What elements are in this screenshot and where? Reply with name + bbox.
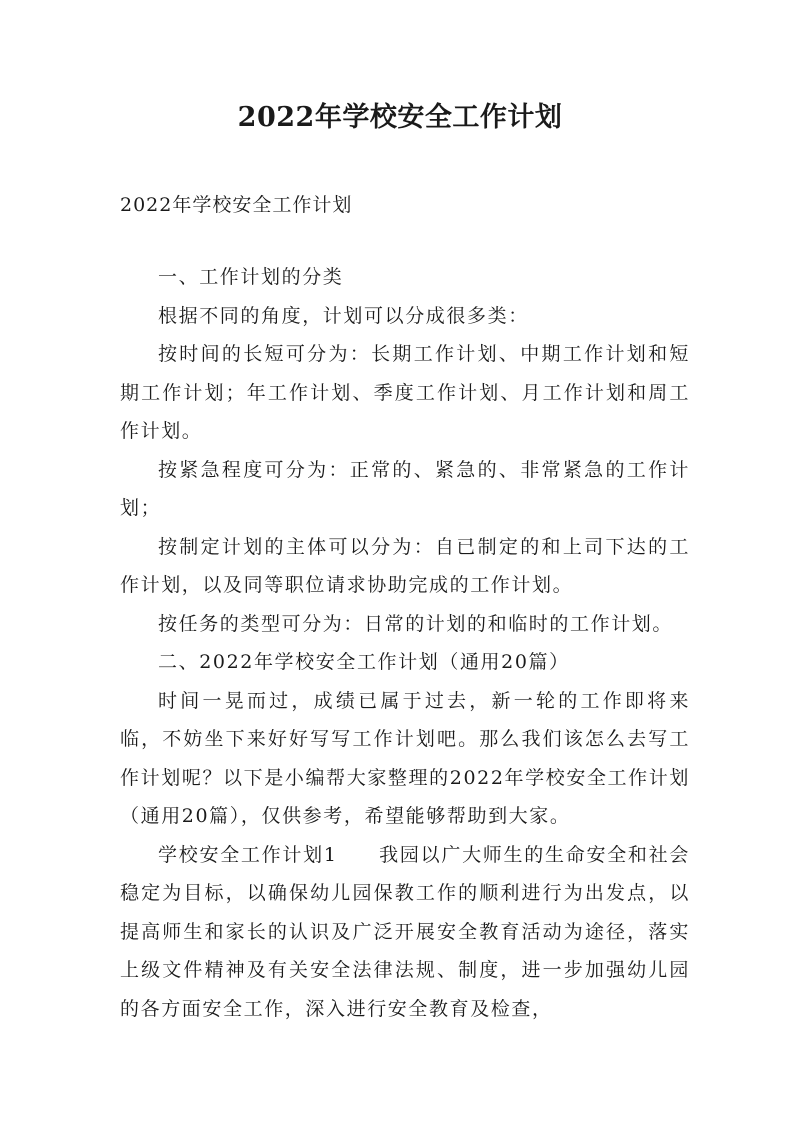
paragraph-intro: 根据不同的角度，计划可以分成很多类： — [158, 304, 529, 327]
paragraph-by-task-type: 按任务的类型可分为：日常的计划的和临时的工作计划。 — [158, 612, 674, 635]
document-subtitle: 2022年学校安全工作计划 — [120, 194, 353, 216]
paragraph-preface: 时间一晃而过，成绩已属于过去，新一轮的工作即将来临，不妨坐下来好好写写工作计划吧。那么我们该怎么去写工作计划呢？以下是小编帮大家整理的2022年学校安全工作计划（通用20篇），仅供参考，希望能够帮助到大家。 — [120, 689, 690, 827]
paragraph-by-subject: 按制定计划的主体可以分为：自已制定的和上司下达的工作计划，以及同等职位请求协助完成的工作计划。 — [120, 535, 690, 596]
document-title: 2022年学校安全工作计划 — [237, 102, 563, 133]
paragraph-by-time: 按时间的长短可分为：长期工作计划、中期工作计划和短期工作计划；年工作计划、季度工作计划、月工作计划和周工作计划。 — [120, 343, 690, 442]
paragraph-plan-1: 学校安全工作计划1 我园以广大师生的生命安全和社会稳定为目标，以确保幼儿园保教工作的顺利进行为出发点，以提高师生和家长的认识及广泛开展安全教育活动为途径，落实上级文件精神及有关安全法律法规、制度，进一步加强幼儿园的各方面安全工作，深入进行安全教育及检查， — [120, 843, 690, 1020]
section-heading-classification: 一、工作计划的分类 — [158, 266, 344, 288]
document-body — [120, 258, 690, 1028]
paragraph-by-urgency: 按紧急程度可分为：正常的、紧急的、非常紧急的工作计划； — [120, 458, 690, 519]
section-heading-plan: 二、2022年学校安全工作计划（通用20篇） — [158, 651, 570, 673]
